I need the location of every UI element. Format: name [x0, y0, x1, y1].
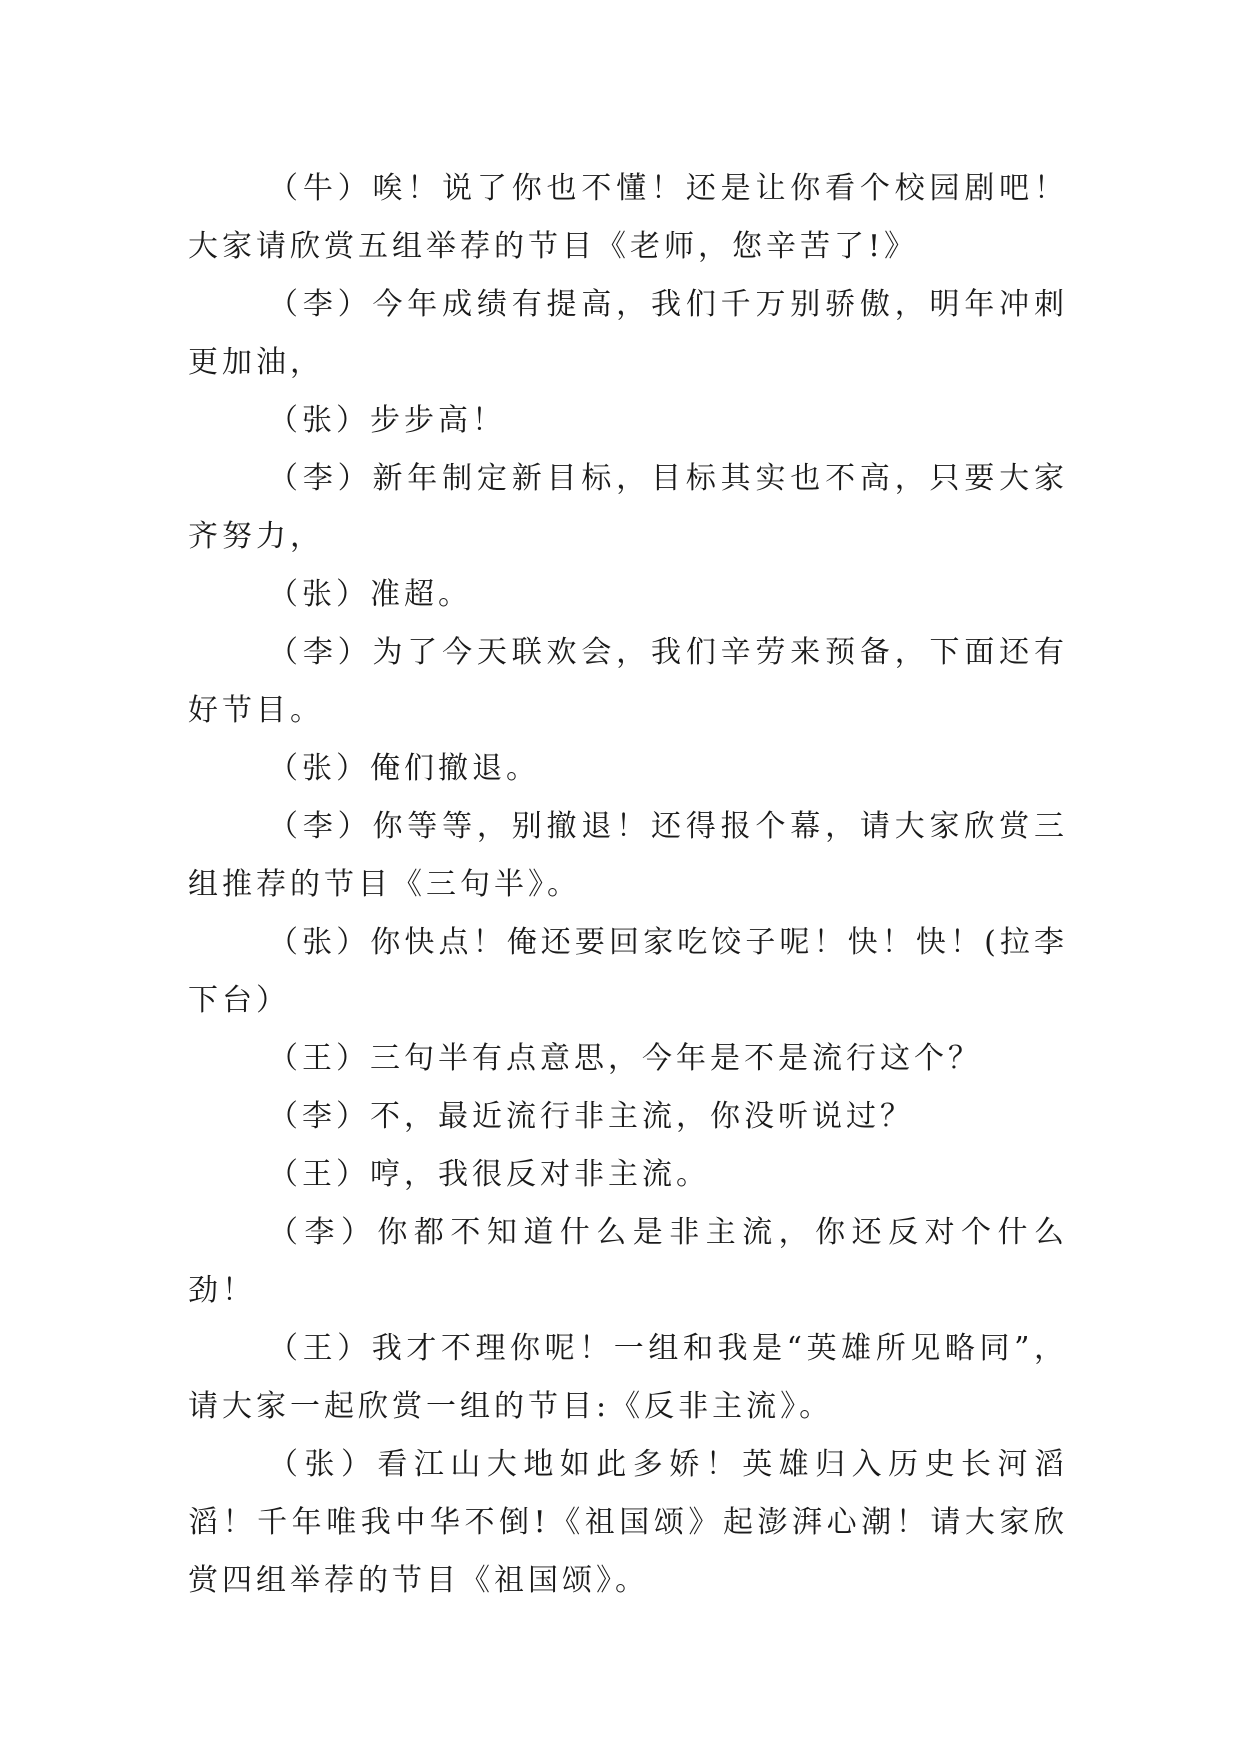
paragraph: （李）你都不知道什么是非主流，你还反对个什么劲！ [188, 1215, 1068, 1308]
paragraph: （张）俺们撤退。 [268, 751, 540, 786]
paragraph: （王）哼，我很反对非主流。 [268, 1157, 710, 1192]
paragraph: （牛）唉！说了你也不懂！还是让你看个校园剧吧！大家请欣赏五组举荐的节目《老师，您辛苦了!》 [188, 171, 1068, 264]
document-body [188, 160, 1068, 1610]
paragraph: （李）新年制定新目标，目标其实也不高，只要大家齐努力， [188, 461, 1068, 554]
paragraph: （张）步步高！ [268, 403, 506, 438]
paragraph: （李）为了今天联欢会，我们辛劳来预备，下面还有好节目。 [188, 635, 1068, 728]
paragraph: （王）我才不理你呢！一组和我是“英雄所见略同”，请大家一起欣赏一组的节目:《反非主流》。 [188, 1331, 1068, 1424]
paragraph: （李）不，最近流行非主流，你没听说过？ [268, 1099, 914, 1134]
paragraph: （王）三句半有点意思，今年是不是流行这个？ [268, 1041, 982, 1076]
paragraph: （李）你等等，别撤退！还得报个幕，请大家欣赏三组推荐的节目《三句半》。 [188, 809, 1068, 902]
paragraph: （李）今年成绩有提高，我们千万别骄傲，明年冲刺更加油， [188, 287, 1068, 380]
paragraph: （张）准超。 [268, 577, 472, 612]
paragraph: （张）看江山大地如此多娇！英雄归入历史长河滔滔！千年唯我中华不倒!《祖国颂》起澎湃心潮！请大家欣赏四组举荐的节目《祖国颂》。 [188, 1447, 1068, 1598]
paragraph: （张）你快点！俺还要回家吃饺子呢！快！快！(拉李下台） [188, 925, 1068, 1018]
